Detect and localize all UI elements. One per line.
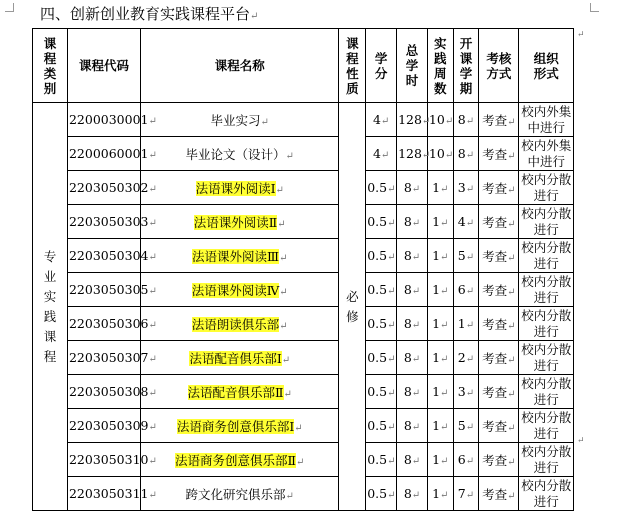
crop-mark-top-right [590, 3, 599, 12]
course-hours: 128↵ [397, 103, 428, 137]
course-semester: 7↵ [453, 477, 479, 511]
course-credit: 0.5↵ [366, 477, 397, 511]
header-weeks: 实践周数 [427, 29, 453, 103]
course-assess: 考查↵ [479, 443, 519, 477]
course-credit: 0.5↵ [366, 239, 397, 273]
course-weeks: 1↵ [427, 409, 453, 443]
course-assess: 考查↵ [479, 171, 519, 205]
course-org: 校内分散进行 [519, 341, 574, 375]
table-row [33, 171, 574, 205]
course-semester: 2↵ [453, 341, 479, 375]
course-assess: 考查↵ [479, 307, 519, 341]
header-category: 课程类别 [33, 29, 68, 103]
course-assess: 考查↵ [479, 205, 519, 239]
course-hours: 8↵ [397, 205, 428, 239]
course-name: 法语朗读俱乐部↵ [140, 307, 339, 341]
course-name: 跨文化研究俱乐部↵ [140, 477, 339, 511]
header-code: 课程代码 [67, 29, 140, 103]
header-assess: 考核方式 [479, 29, 519, 103]
course-credit: 0.5↵ [366, 273, 397, 307]
header-name: 课程名称 [140, 29, 339, 103]
course-semester: 8↵ [453, 137, 479, 171]
course-semester: 6↵ [453, 273, 479, 307]
course-credit: 0.5↵ [366, 409, 397, 443]
course-code: 2203050308↵ [67, 375, 140, 409]
table-row [33, 409, 574, 443]
course-weeks: 1↵ [427, 239, 453, 273]
course-semester: 8↵ [453, 103, 479, 137]
table-row [33, 205, 574, 239]
course-org: 校内分散进行 [519, 205, 574, 239]
course-semester: 3↵ [453, 171, 479, 205]
table-row [33, 103, 574, 137]
course-name: 法语课外阅读Ⅱ↵ [140, 205, 339, 239]
course-credit: 4↵ [366, 103, 397, 137]
table-row [33, 341, 574, 375]
header-org: 组织形式 [519, 29, 574, 103]
course-org: 校内分散进行 [519, 443, 574, 477]
course-org: 校内分散进行 [519, 171, 574, 205]
header-credit: 学分 [366, 29, 397, 103]
course-name: 法语商务创意俱乐部Ⅰ↵ [140, 409, 339, 443]
course-credit: 0.5↵ [366, 341, 397, 375]
course-semester: 5↵ [453, 239, 479, 273]
course-semester: 3↵ [453, 375, 479, 409]
course-credit: 0.5↵ [366, 443, 397, 477]
table-row [33, 307, 574, 341]
course-weeks: 1↵ [427, 443, 453, 477]
course-code: 2203050306↵ [67, 307, 140, 341]
course-credit: 0.5↵ [366, 307, 397, 341]
course-credit: 0.5↵ [366, 375, 397, 409]
course-name: 法语商务创意俱乐部Ⅱ↵ [140, 443, 339, 477]
header-hours: 总学时 [397, 29, 428, 103]
course-weeks: 1↵ [427, 341, 453, 375]
course-weeks: 1↵ [427, 477, 453, 511]
course-semester: 6↵ [453, 443, 479, 477]
category-cell: 专业实践课程 [33, 103, 68, 511]
course-name: 毕业实习↵ [140, 103, 339, 137]
course-assess: 考查↵ [479, 239, 519, 273]
course-org: 校内分散进行 [519, 239, 574, 273]
table-row [33, 375, 574, 409]
course-weeks: 10↵ [427, 137, 453, 171]
table-row [33, 443, 574, 477]
course-weeks: 1↵ [427, 205, 453, 239]
course-org: 校内分散进行 [519, 307, 574, 341]
table-row [33, 273, 574, 307]
course-assess: 考查↵ [479, 341, 519, 375]
course-code: 2203050302↵ [67, 171, 140, 205]
course-hours: 8↵ [397, 375, 428, 409]
course-table [32, 28, 574, 511]
course-name: 毕业论文（设计）↵ [140, 137, 339, 171]
course-credit: 4↵ [366, 137, 397, 171]
course-org: 校内外集中进行 [519, 103, 574, 137]
course-code: 2203050311↵ [67, 477, 140, 511]
cell-end-mark: ↵ [577, 436, 585, 446]
course-name: 法语课外阅读Ⅳ↵ [140, 273, 339, 307]
course-code: 2203050303↵ [67, 205, 140, 239]
course-hours: 8↵ [397, 171, 428, 205]
table-row [33, 137, 574, 171]
course-hours: 8↵ [397, 443, 428, 477]
course-semester: 5↵ [453, 409, 479, 443]
course-assess: 考查↵ [479, 375, 519, 409]
course-name: 法语配音俱乐部Ⅱ↵ [140, 375, 339, 409]
course-weeks: 1↵ [427, 375, 453, 409]
course-org: 校内分散进行 [519, 273, 574, 307]
header-row [33, 29, 574, 103]
course-weeks: 1↵ [427, 171, 453, 205]
course-name: 法语课外阅读Ⅰ↵ [140, 171, 339, 205]
course-hours: 8↵ [397, 239, 428, 273]
course-code: 2203050305↵ [67, 273, 140, 307]
cell-end-mark: ↵ [577, 30, 585, 40]
course-weeks: 10↵ [427, 103, 453, 137]
course-assess: 考查↵ [479, 137, 519, 171]
header-semester: 开课学期 [453, 29, 479, 103]
course-assess: 考查↵ [479, 477, 519, 511]
course-semester: 4↵ [453, 205, 479, 239]
nature-cell: 必修 [339, 103, 366, 511]
table-row [33, 477, 574, 511]
header-nature: 课程性质 [339, 29, 366, 103]
course-assess: 考查↵ [479, 409, 519, 443]
course-hours: 128↵ [397, 137, 428, 171]
course-code: 2200060001↵ [67, 137, 140, 171]
course-name: 法语课外阅读Ⅲ↵ [140, 239, 339, 273]
course-code: 2203050304↵ [67, 239, 140, 273]
course-name: 法语配音俱乐部Ⅰ↵ [140, 341, 339, 375]
course-credit: 0.5↵ [366, 205, 397, 239]
course-code: 2200030001↵ [67, 103, 140, 137]
course-hours: 8↵ [397, 273, 428, 307]
crop-mark-top-left [5, 3, 14, 12]
course-assess: 考查↵ [479, 103, 519, 137]
course-credit: 0.5↵ [366, 171, 397, 205]
course-hours: 8↵ [397, 341, 428, 375]
table-row [33, 239, 574, 273]
course-code: 2203050307↵ [67, 341, 140, 375]
course-org: 校内分散进行 [519, 375, 574, 409]
course-org: 校内分散进行 [519, 409, 574, 443]
course-assess: 考查↵ [479, 273, 519, 307]
course-hours: 8↵ [397, 409, 428, 443]
course-weeks: 1↵ [427, 273, 453, 307]
course-code: 2203050310↵ [67, 443, 140, 477]
section-title: 四、创新创业教育实践课程平台↵ [40, 5, 259, 23]
course-code: 2203050309↵ [67, 409, 140, 443]
course-hours: 8↵ [397, 477, 428, 511]
course-semester: 1↵ [453, 307, 479, 341]
course-weeks: 1↵ [427, 307, 453, 341]
course-hours: 8↵ [397, 307, 428, 341]
course-org: 校内外集中进行 [519, 137, 574, 171]
course-org: 校内分散进行 [519, 477, 574, 511]
